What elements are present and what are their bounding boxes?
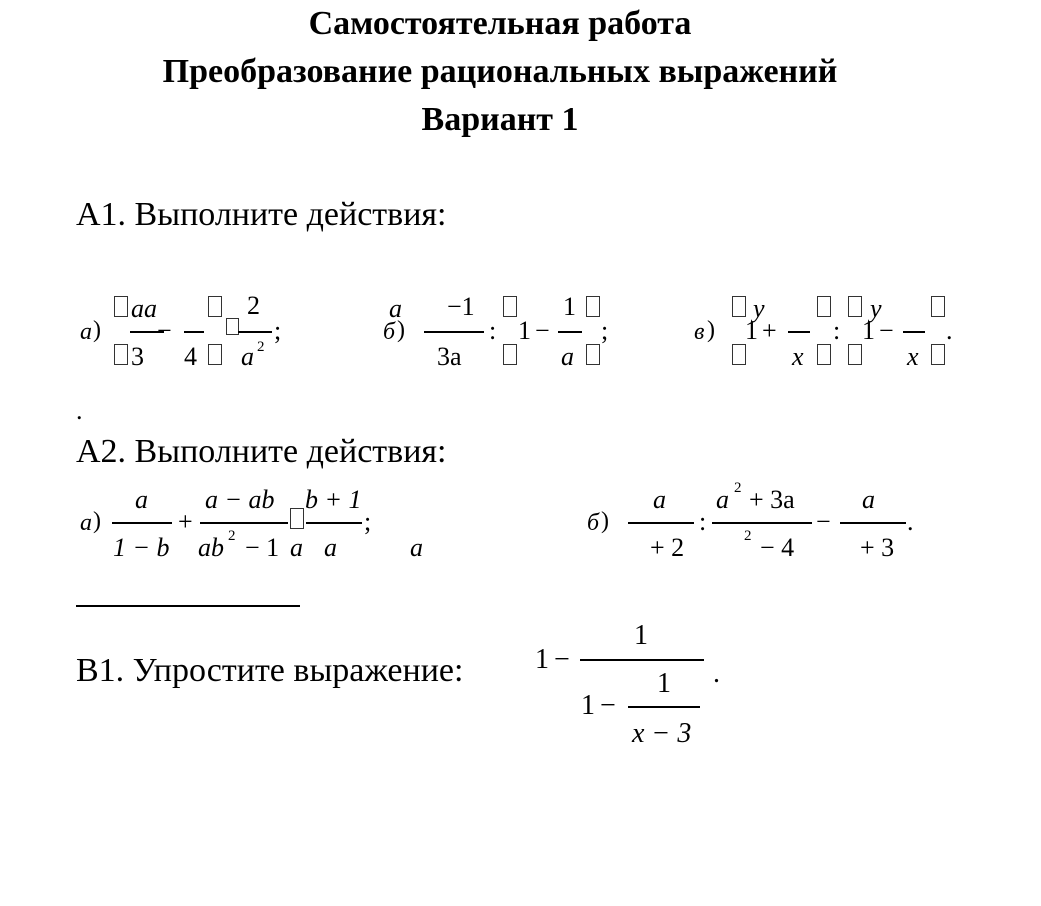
- a1-b-top-a: а: [389, 294, 402, 323]
- bracket-placeholder-icon: [732, 344, 746, 365]
- a2-a-num2: a − ab: [205, 485, 275, 514]
- a1-a-minus: −: [157, 316, 172, 345]
- a1-a-pow: 2: [257, 339, 265, 355]
- bracket-placeholder-icon: [848, 344, 862, 365]
- bracket-placeholder-icon: [817, 344, 831, 365]
- operation-placeholder-icon: [290, 508, 304, 529]
- a1-v-one1: 1: [745, 316, 758, 345]
- a2-b-pow2: 2: [744, 528, 752, 544]
- bracket-placeholder-icon: [931, 296, 945, 317]
- fraction-bar: [840, 522, 906, 524]
- section-separator: [76, 605, 300, 607]
- a1-a-num1: аа: [131, 294, 157, 323]
- b1-end: .: [713, 658, 720, 689]
- a2-a-num1: а: [135, 485, 148, 514]
- a1-v-one2: 1: [862, 316, 875, 345]
- a1-a-den2: 4: [184, 342, 197, 371]
- a1-v-x1: х: [792, 342, 804, 371]
- a2-b-num1: а: [653, 485, 666, 514]
- a2-b-colon: :: [699, 507, 707, 536]
- fraction-bar: [558, 331, 582, 333]
- a1-a-den1: 3: [131, 342, 144, 371]
- a2-a-paren: ): [93, 508, 101, 534]
- bracket-placeholder-icon: [586, 296, 600, 317]
- a2-a-den3b: a: [324, 533, 337, 562]
- a1-b-num1: −1: [447, 292, 475, 321]
- fraction-bar: [184, 331, 204, 333]
- worksheet-title: Самостоятельная работа: [308, 5, 692, 42]
- a2-a-end: ;: [364, 507, 372, 536]
- bracket-placeholder-icon: [114, 296, 128, 317]
- a1-v-colon: :: [833, 316, 841, 345]
- fraction-bar: [238, 331, 272, 333]
- b1-inner-den: х − 3: [632, 718, 692, 749]
- task-a1-heading: А1. Выполните действия:: [76, 196, 447, 233]
- a1-v-plus: +: [762, 316, 777, 345]
- a2-b-end: .: [907, 507, 914, 536]
- bracket-placeholder-icon: [114, 344, 128, 365]
- bracket-placeholder-icon: [732, 296, 746, 317]
- a1-v-end: .: [946, 316, 953, 345]
- a2-a-den1: 1 − b: [113, 533, 170, 562]
- a2-b-den1: + 2: [650, 533, 685, 562]
- a1-b-num2: 1: [563, 292, 576, 321]
- fraction-bar: [424, 331, 484, 333]
- a1-v-label: в: [694, 319, 705, 345]
- bracket-placeholder-icon: [817, 296, 831, 317]
- a2-b-den2: − 4: [760, 533, 795, 562]
- a1-b-minus: −: [535, 316, 550, 345]
- b1-one: 1: [535, 644, 549, 675]
- a2-b-label: б: [587, 510, 600, 536]
- bracket-placeholder-icon: [208, 296, 222, 317]
- a1-a-end: ;: [274, 316, 282, 345]
- a1-a-paren: ): [93, 317, 101, 343]
- fraction-bar: [580, 659, 704, 661]
- b1-inner-num: 1: [657, 668, 671, 699]
- a2-a-num3: b + 1: [305, 485, 362, 514]
- fraction-bar: [306, 522, 362, 524]
- bracket-placeholder-icon: [503, 296, 517, 317]
- a2-b-minus: −: [816, 507, 831, 536]
- a1-v-x2: х: [907, 342, 919, 371]
- a2-b-den3: + 3: [860, 533, 895, 562]
- bracket-placeholder-icon: [503, 344, 517, 365]
- a2-a-label: а: [80, 510, 92, 536]
- task-b1-heading: В1. Упростите выражение:: [76, 652, 464, 689]
- a2-a-pow: 2: [228, 528, 236, 544]
- stray-dot: .: [76, 396, 83, 425]
- a2-a-plus: +: [178, 507, 193, 536]
- a1-b-one: 1: [518, 316, 531, 345]
- a2-b-num3: а: [862, 485, 875, 514]
- bracket-placeholder-icon: [208, 344, 222, 365]
- fraction-bar: [903, 331, 925, 333]
- a2-b-pow1: 2: [734, 480, 742, 496]
- b1-inner-minus: −: [600, 690, 616, 721]
- fraction-bar: [628, 522, 694, 524]
- a2-a-den2a: ab: [198, 533, 224, 562]
- a1-b-colon: :: [489, 316, 497, 345]
- bracket-placeholder-icon: [586, 344, 600, 365]
- bracket-placeholder-icon: [931, 344, 945, 365]
- fraction-bar: [112, 522, 172, 524]
- a2-a-den3a: a: [290, 533, 303, 562]
- a2-b-num2b: + 3а: [749, 485, 795, 514]
- worksheet-subtitle: Преобразование рациональных выражений: [162, 53, 838, 90]
- a2-b-paren: ): [601, 508, 609, 534]
- a1-b-label: б: [383, 319, 396, 345]
- a1-b-paren: ): [397, 317, 405, 343]
- a1-v-minus: −: [879, 316, 894, 345]
- a1-v-y1: у: [753, 294, 765, 323]
- a1-b-den1: 3а: [437, 342, 462, 371]
- a2-a-stray: a: [410, 533, 423, 562]
- a1-a-num3: 2: [247, 291, 260, 320]
- b1-num: 1: [634, 620, 648, 651]
- fraction-bar: [788, 331, 810, 333]
- a2-a-den2b: − 1: [245, 533, 280, 562]
- variant-label: Вариант 1: [421, 101, 579, 138]
- a1-v-paren: ): [707, 317, 715, 343]
- b1-inner-one: 1: [581, 690, 595, 721]
- a2-b-num2a: а: [716, 485, 729, 514]
- fraction-bar: [200, 522, 288, 524]
- a1-b-end: ;: [601, 316, 609, 345]
- bracket-placeholder-icon: [848, 296, 862, 317]
- fraction-bar: [712, 522, 812, 524]
- a1-v-y2: у: [870, 294, 882, 323]
- a1-b-den2: а: [561, 342, 574, 371]
- a1-a-label: а: [80, 319, 92, 345]
- a1-a-den3: а: [241, 342, 254, 371]
- b1-minus: −: [554, 644, 570, 675]
- task-a2-heading: А2. Выполните действия:: [76, 433, 447, 470]
- fraction-bar: [628, 706, 700, 708]
